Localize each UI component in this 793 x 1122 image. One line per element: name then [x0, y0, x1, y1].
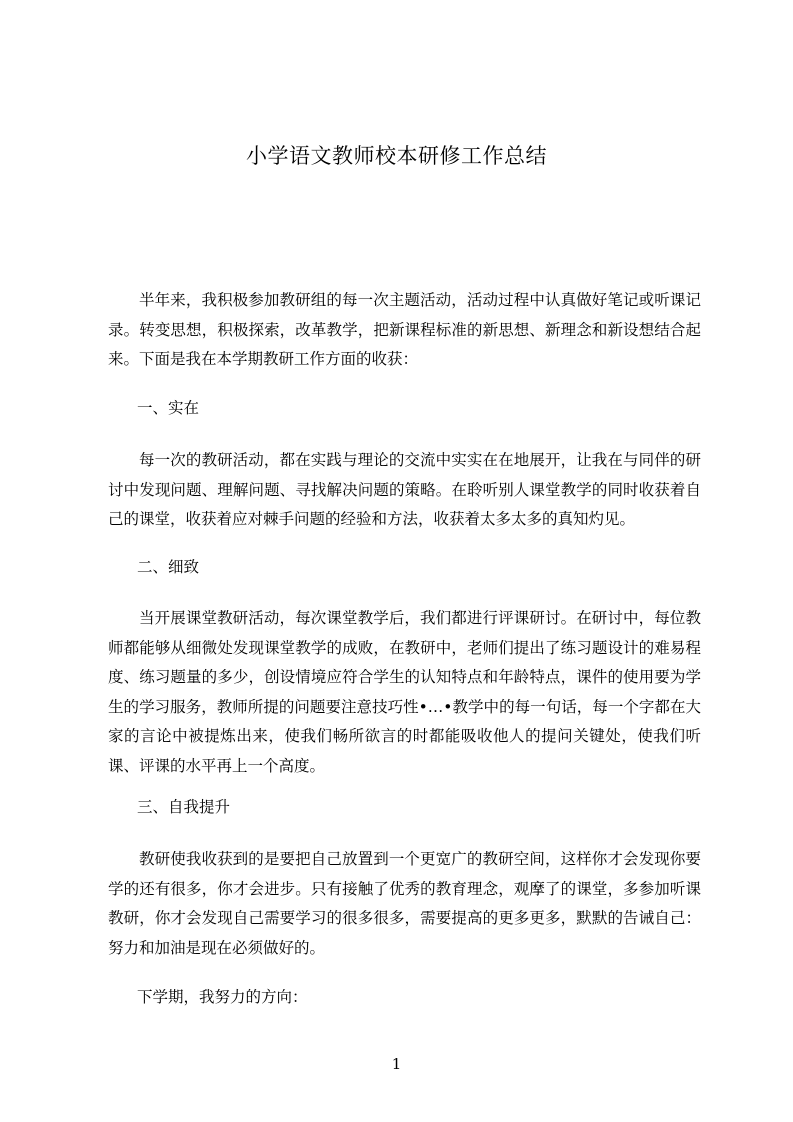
document-title: 小学语文教师校本研修工作总结	[246, 144, 547, 168]
section-heading-1: 一、实在	[137, 399, 200, 417]
page-number: 1	[391, 1055, 402, 1073]
intro-paragraph: 半年来，我积极参加教研组的每一次主题活动，活动过程中认真做好笔记或听课记录。转变思想，积极探索，改革教学，把新课程标准的新思想、新理念和新设想结合起来。下面是我在本学期教研工作方面的收获：	[108, 291, 701, 368]
section-body-2: 当开展课堂教研活动，每次课堂教学后，我们都进行评课研讨。在研讨中，每位教师都能够从细微处发现课堂教学的成败，在教研中，老师们提出了练习题设计的难易程度、练习题量的多少，创设情境应符合学生的认知特点和年龄特点，课件的使用要为学生的学习服务，教师所提的问题要注意技巧性•…•教学中的每一句话，每一个字都在大家的言论中被提炼出来，使我们畅所欲言的时都能吸收他人的提问关键处，使我们听课、评课的水平再上一个高度。	[108, 609, 701, 775]
section-heading-2: 二、细致	[137, 558, 200, 576]
section-body-3: 教研使我收获到的是要把自己放置到一个更宽广的教研空间，这样你才会发现你要学的还有很多，你才会进步。只有接触了优秀的教育理念，观摩了的课堂，多参加听课教研，你才会发现自己需要学习的很多很多，需要提高的更多更多，默默的告诫自己：努力和加油是现在必须做好的。	[108, 850, 701, 957]
section-heading-3: 三、自我提升	[137, 798, 231, 816]
closing-line: 下学期，我努力的方向：	[137, 988, 308, 1006]
section-body-1: 每一次的教研活动，都在实践与理论的交流中实实在在地展开，让我在与同伴的研讨中发现问题、理解问题、寻找解决问题的策略。在聆听别人课堂教学的同时收获着自己的课堂，收获着应对棘手问题的经验和方法，收获着太多太多的真知灼见。	[108, 451, 701, 528]
